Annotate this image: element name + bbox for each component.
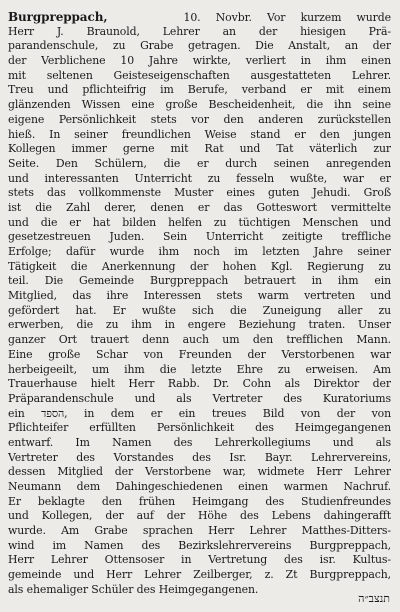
article-line: Vertreter des Vorstandes des Isr. Bayr. Lehrervereins, xyxy=(8,450,391,464)
article-line: ganzer Ort trauert denn auch um den trefflichen Mann. xyxy=(8,333,391,347)
article-line: Kollegen immer gerne mit Rat und Tat väterlich zur xyxy=(8,142,391,156)
hebrew-closing-abbreviation: תנצב״ה xyxy=(358,592,390,605)
article-line: und Kollegen, der auf der Höhe des Lebens dahingerafft xyxy=(8,509,391,523)
article-line: hieß. In seiner freundlichen Weise stand er den jungen xyxy=(8,127,391,141)
article-line: herbeigeeilt, um ihm die letzte Ehre zu erweisen. Am xyxy=(8,362,391,376)
article-line: wind im Namen des Bezirkslehrervereins Burgpreppach, xyxy=(8,538,391,552)
article-line: mit seltenen Geisteseigenschaften ausgestatteten Lehrer. xyxy=(8,68,391,82)
article-line: stets das vollkommenste Muster eines guten Jehudi. Groß xyxy=(8,186,391,200)
article-line: Trauerhause hielt Herr Rabb. Dr. Cohn als Direktor der xyxy=(8,377,391,391)
article-line: und interessanten Unterricht zu fesseln wußte, war er xyxy=(8,171,391,185)
place-headline: Burgpreppach, xyxy=(8,10,108,24)
article-line: Herr Lehrer Ottensoser in Vertretung des isr. Kultus- xyxy=(8,553,391,567)
article-line xyxy=(8,10,391,25)
article-line-text: 10. Novbr. Vor kurzem wurde xyxy=(183,11,391,24)
article-line: Tätigkeit die Anerkennung der hohen Kgl. Regierung zu xyxy=(8,259,391,273)
article-line: eigene Persönlichkeit stets vor den anderen zurückstellen xyxy=(8,112,391,126)
article-line: ein הספד, in dem er ein treues Bild von der von xyxy=(8,406,391,420)
article-line: Präparandenschule und als Vertreter des Kuratoriums xyxy=(8,391,391,405)
article-line: wurde. Am Grabe sprachen Herr Lehrer Matthes-Ditters- xyxy=(8,524,391,538)
article-line: gesetzestreuen Juden. Sein Unterricht zeitigte treffliche xyxy=(8,230,391,244)
article-line: Treu und pflichteifrig im Berufe, verband er mit einem xyxy=(8,83,391,97)
article-line: dessen Mitglied der Verstorbene war, widmete Herr Lehrer xyxy=(8,465,391,479)
article-line: Herr J. Braunold, Lehrer an der hiesigen Prä- xyxy=(8,24,391,38)
article-line: parandenschule, zu Grabe getragen. Die Anstalt, an der xyxy=(8,39,391,53)
article-line: entwarf. Im Namen des Lehrerkollegiums und als xyxy=(8,435,391,449)
article-line: und die er hat bilden helfen zu tüchtigen Menschen und xyxy=(8,215,391,229)
article-line: erwerben, die zu ihm in engere Beziehung traten. Unser xyxy=(8,318,391,332)
article-line: ist die Zahl derer, denen er das Gotteswort vermittelte xyxy=(8,200,391,214)
article-line: Mitglied, das ihre Interessen stets warm vertreten und xyxy=(8,289,391,303)
article-line: gefördert hat. Er wußte sich die Zuneigung aller zu xyxy=(8,303,391,317)
article-line: der Verblichene 10 Jahre wirkte, verliert in ihm einen xyxy=(8,54,391,68)
article-line: teil. Die Gemeinde Burgpreppach betrauert in ihm ein xyxy=(8,274,391,288)
article-line: glänzenden Wissen eine große Bescheidenheit, die ihn seine xyxy=(8,98,391,112)
article-line: Erfolge; dafür wurde ihm noch im letzten Jahre seiner xyxy=(8,245,391,258)
article-line: gemeinde und Herr Lehrer Zeilberger, z. Zt Burgpreppach, xyxy=(8,568,391,582)
article-line: Pflichteifer erfüllten Persönlichkeit des Heimgegangenen xyxy=(8,421,391,435)
article-line: Seite. Den Schülern, die er durch seinen anregenden xyxy=(8,156,391,170)
article-line: Er beklagte den frühen Heimgang des Studienfreundes xyxy=(8,494,391,508)
article-line: Neumann dem Dahingeschiedenen einen warmen Nachruf. xyxy=(8,480,391,493)
article-line: als ehemaliger Schüler des Heimgegangenen. xyxy=(8,582,259,596)
article-line: Eine große Schar von Freunden der Verstorbenen war xyxy=(8,347,391,361)
